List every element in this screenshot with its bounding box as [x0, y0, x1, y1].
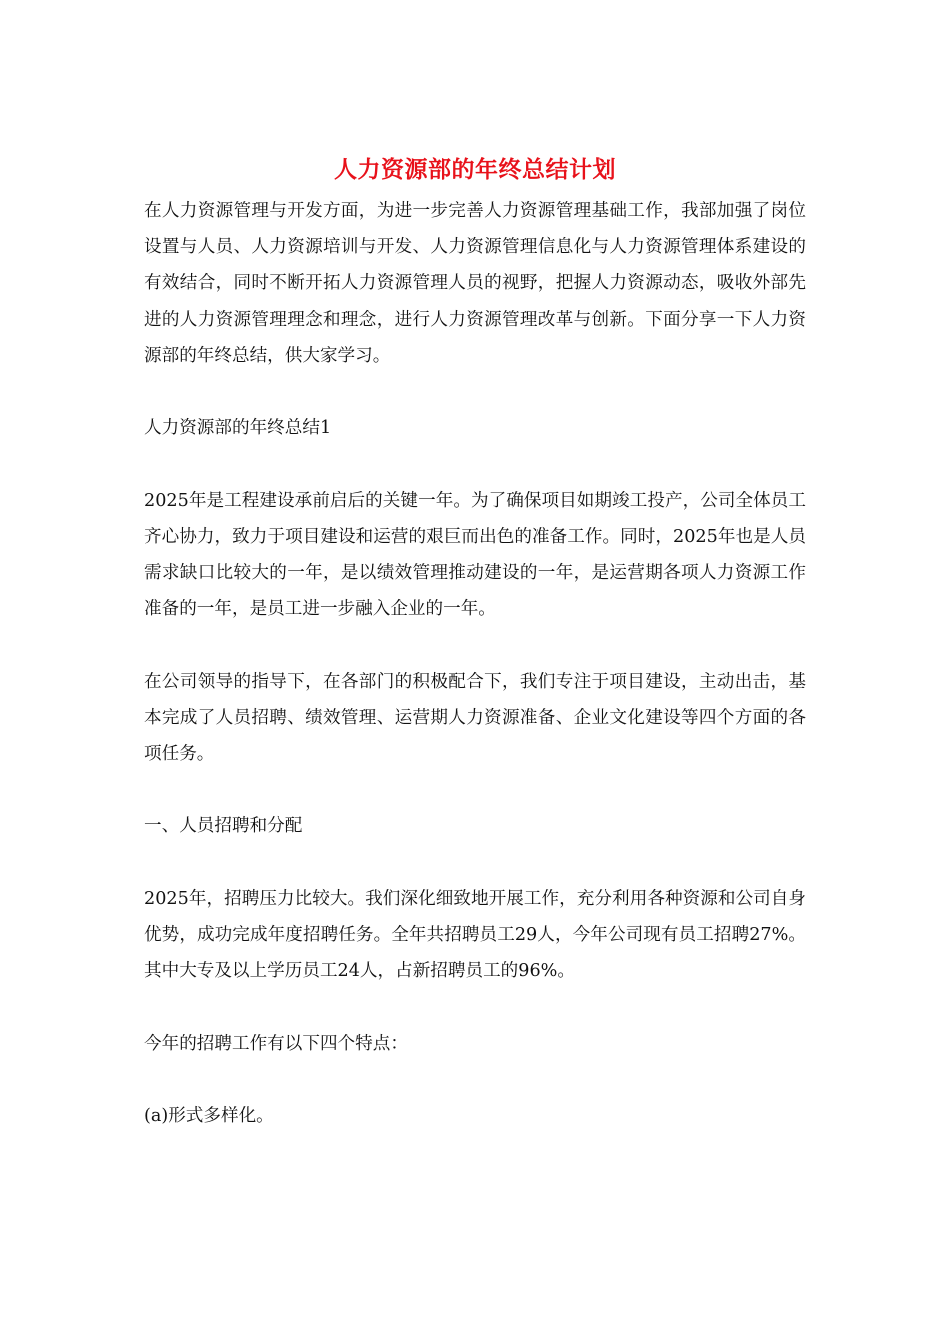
section-heading: 人力资源部的年终总结1 — [144, 418, 332, 439]
body-paragraph: 2025年，招聘压力比较大。我们深化细致地开展工作，充分利用各种资源和公司自身优势，成功完成年度招聘任务。全年共招聘员工29人，今年公司现有员工招聘27%。其中大专及以上学历员工24人，占新招聘员工的96%。 — [144, 888, 806, 982]
document-title: 人力资源部的年终总结计划 — [334, 157, 616, 183]
body-paragraph: 2025年是工程建设承前启后的关键一年。为了确保项目如期竣工投产，公司全体员工齐心协力，致力于项目建设和运营的艰巨而出色的准备工作。同时，2025年也是人员需求缺口比较大的一年，是以绩效管理推动建设的一年，是运营期各项人力资源工作准备的一年，是员工进一步融入企业的一年。 — [144, 490, 806, 620]
body-paragraph: 今年的招聘工作有以下四个特点： — [144, 1033, 408, 1054]
document-body — [144, 193, 806, 1170]
body-paragraph: 在公司领导的指导下，在各部门的积极配合下，我们专注于项目建设，主动出击，基本完成了人员招聘、绩效管理、运营期人力资源准备、企业文化建设等四个方面的各项任务。 — [144, 671, 806, 764]
intro-paragraph: 在人力资源管理与开发方面，为进一步完善人力资源管理基础工作，我部加强了岗位设置与人员、人力资源培训与开发、人力资源管理信息化与人力资源管理体系建设的有效结合，同时不断开拓人力资源管理人员的视野，把握人力资源动态，吸收外部先进的人力资源管理理念和理念，进行人力资源管理改革与创新。下面分享一下人力资源部的年终总结，供大家学习。 — [144, 201, 806, 366]
subsection-heading: 一、人员招聘和分配 — [144, 816, 303, 837]
list-item: (a)形式多样化。 — [144, 1105, 274, 1126]
